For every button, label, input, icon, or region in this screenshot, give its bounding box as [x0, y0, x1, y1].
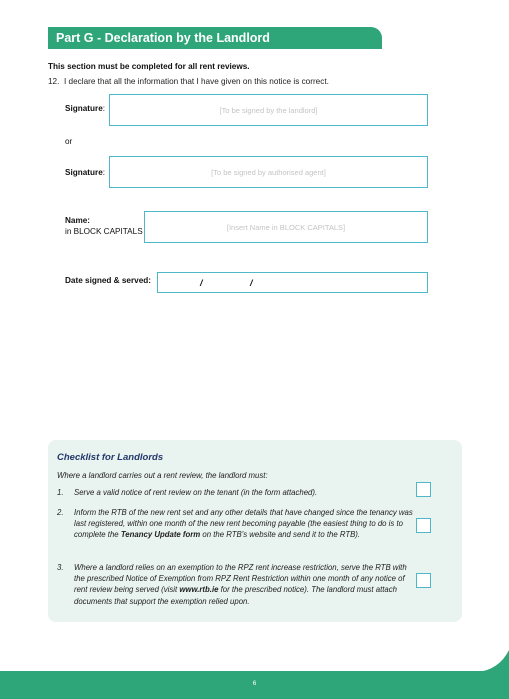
declaration-text: I declare that all the information that I have given on this notice is correct.	[64, 77, 329, 86]
landlord-checklist	[48, 440, 462, 622]
checklist-checkbox[interactable]	[416, 482, 431, 497]
checklist-item-text: Where a landlord relies on an exemption to the RPZ rent increase restriction, serve the RTB with the prescribed Notice of Exemption from RPZ Rent Restriction within one month of any notice of rent review being served (visit www.rtb.ie for the prescribed notice). The landlord must attach documents that support the exemption relied upon.	[74, 563, 407, 606]
checklist-intro: Where a landlord carries out a rent review, the landlord must:	[57, 471, 268, 480]
checklist-item-text: Inform the RTB of the new rent set and any other details that have changed since the tenancy was last registered, within one month of the new rent becoming payable (the easiest thing to do is to complete the Tenancy Update form on the RTB's website and send it to the RTB).	[74, 508, 413, 540]
agent-signature-field[interactable]	[109, 156, 428, 188]
name-field[interactable]	[144, 211, 428, 243]
checklist-title: Checklist for Landlords	[57, 452, 164, 463]
date-label: Date signed & served:	[65, 276, 151, 285]
agent-signature-label: Signature:	[65, 168, 106, 177]
landlord-signature-label: Signature:	[65, 104, 106, 113]
checklist-checkbox[interactable]	[416, 573, 431, 588]
or-label: or	[65, 137, 73, 146]
declaration-statement	[48, 77, 329, 86]
landlord-signature-placeholder: [To be signed by the landlord]	[219, 105, 318, 115]
name-label: Name:	[65, 216, 91, 225]
date-field[interactable]	[157, 272, 428, 293]
page-number: 6	[252, 680, 257, 687]
checklist-item-text: Serve a valid notice of rent review on the tenant (in the form attached).	[74, 488, 318, 497]
checklist-item-number: 1.	[57, 488, 64, 497]
agent-signature-placeholder: [To be signed by authorised agent]	[211, 167, 326, 177]
section-instruction: This section must be completed for all rent reviews.	[48, 62, 250, 71]
name-placeholder: [Insert Name in BLOCK CAPITALS]	[226, 222, 346, 232]
landlord-signature-field[interactable]	[109, 94, 428, 126]
date-separator: /	[250, 278, 253, 288]
date-separator: /	[200, 278, 203, 288]
name-sublabel: in BLOCK CAPITALS	[65, 227, 143, 236]
checklist-item-number: 3.	[57, 563, 64, 572]
declaration-number: 12.	[48, 77, 60, 86]
checklist-checkbox[interactable]	[416, 518, 431, 533]
footer-curve-decoration	[477, 650, 509, 672]
section-header: Part G - Declaration by the Landlord	[48, 27, 382, 49]
checklist-item-number: 2.	[57, 508, 64, 517]
